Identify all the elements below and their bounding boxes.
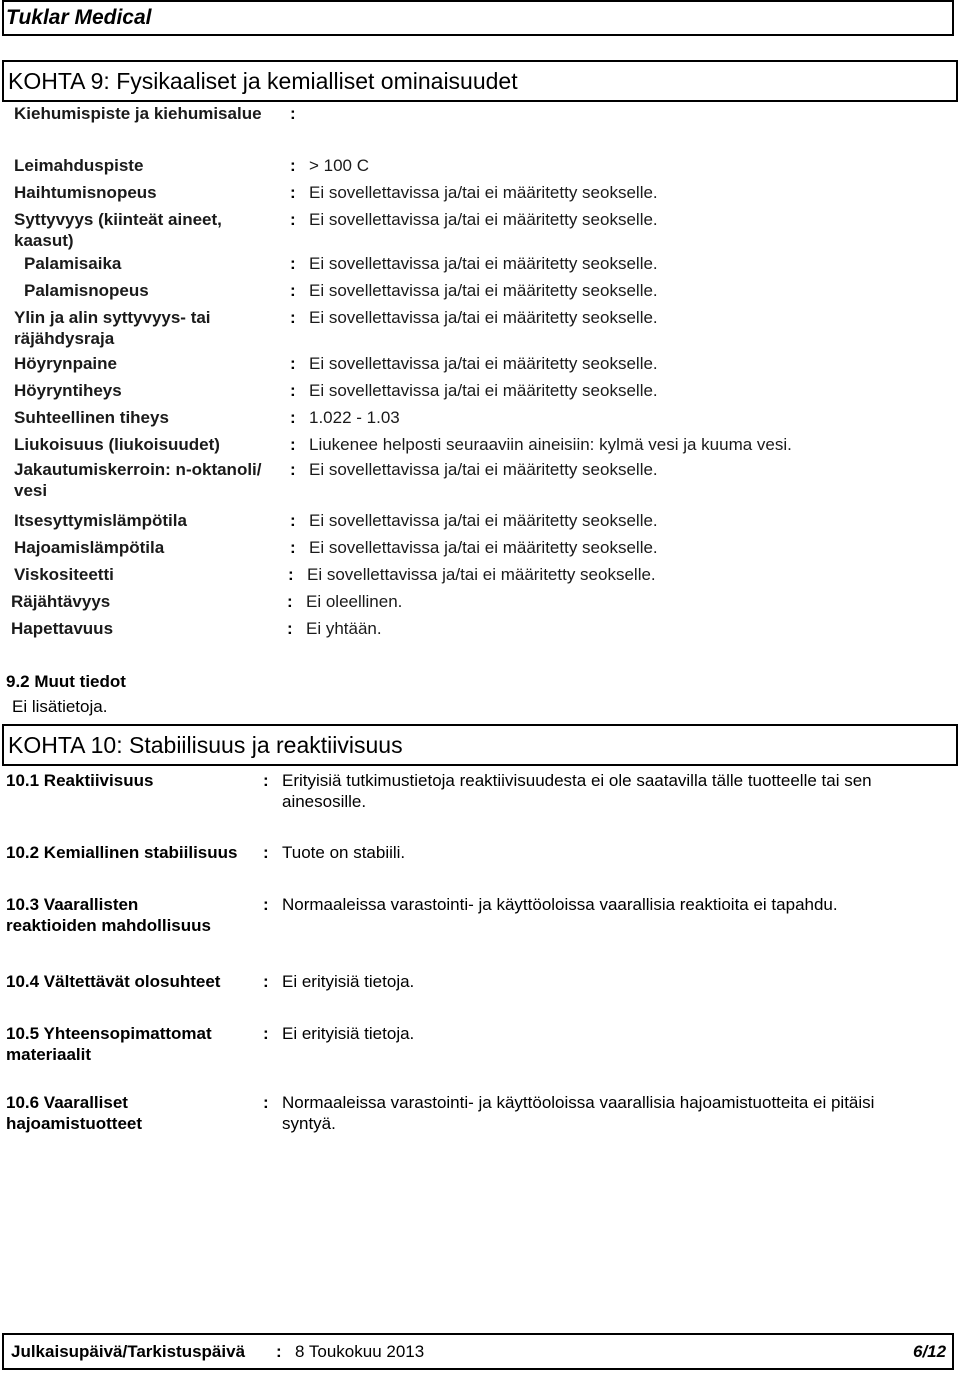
property-label: Suhteellinen tiheys [14,408,169,427]
property-colon: : [290,408,296,427]
property-label: Leimahduspiste [14,156,144,175]
property-label-continued: kaasut) [14,231,74,250]
property-colon: : [290,538,296,557]
property-label-continued: vesi [14,481,48,500]
property-colon: : [290,435,296,454]
property-value: Ei sovellettavissa ja/tai ei määritetty seokselle. [307,565,656,584]
stability-value: Erityisiä tutkimustietoja reaktiivisuudesta ei ole saatavilla tälle tuotteelle tai sen [282,771,872,790]
property-label: Liukoisuus (liukoisuudet) [14,435,220,454]
property-label: Jakautumiskerroin: n-oktanoli/ [14,460,262,479]
stability-label: 10.2 Kemiallinen stabiilisuus [6,843,238,862]
boiling-point-colon: : [290,104,296,123]
stability-label-continued: materiaalit [6,1045,92,1064]
property-colon: : [290,381,296,400]
property-value: Ei oleellinen. [306,592,403,611]
other-info-heading: 9.2 Muut tiedot [6,672,126,691]
stability-colon: : [263,1093,269,1112]
property-label: Haihtumisnopeus [14,183,157,202]
stability-colon: : [263,843,269,862]
property-colon: : [290,354,296,373]
property-colon: : [290,254,296,273]
property-value: Ei sovellettavissa ja/tai ei määritetty seokselle. [309,354,658,373]
property-colon: : [290,210,296,229]
property-value: Ei yhtään. [306,619,382,638]
property-label: Höyryntiheys [14,381,122,400]
stability-label: 10.3 Vaarallisten [6,895,139,914]
stability-value: Normaaleissa varastointi- ja käyttöoloissa vaarallisia hajoamistuotteita ei pitäisi [282,1093,875,1112]
property-value: Ei sovellettavissa ja/tai ei määritetty seokselle. [309,460,658,479]
stability-value: Ei erityisiä tietoja. [282,972,415,991]
property-colon: : [290,156,296,175]
property-colon: : [290,511,296,530]
property-label: Palamisaika [24,254,122,273]
property-value: Ei sovellettavissa ja/tai ei määritetty seokselle. [309,511,658,530]
stability-label: 10.6 Vaaralliset [6,1093,128,1112]
property-label: Höyrynpaine [14,354,117,373]
stability-colon: : [263,972,269,991]
stability-value: Normaaleissa varastointi- ja käyttöoloissa vaarallisia reaktioita ei tapahdu. [282,895,838,914]
property-colon: : [290,281,296,300]
stability-value: Tuote on stabiili. [282,843,406,862]
property-value: Ei sovellettavissa ja/tai ei määritetty seokselle. [309,281,658,300]
boiling-point-label: Kiehumispiste ja kiehumisalue [14,104,262,123]
property-label: Itsesyttymislämpötila [14,511,187,530]
property-label: Viskositeetti [14,565,114,584]
stability-label-continued: reaktioiden mahdollisuus [6,916,211,935]
property-value: 1.022 - 1.03 [309,408,400,427]
property-label: Palamisnopeus [24,281,149,300]
stability-colon: : [263,1024,269,1043]
property-label: Hajoamislämpötila [14,538,165,557]
stability-colon: : [263,771,269,790]
stability-colon: : [263,895,269,914]
property-value: Ei sovellettavissa ja/tai ei määritetty seokselle. [309,254,658,273]
stability-label: 10.4 Vältettävät olosuhteet [6,972,221,991]
property-colon: : [290,308,296,327]
property-value: Ei sovellettavissa ja/tai ei määritetty seokselle. [309,538,658,557]
property-label-continued: räjähdysraja [14,329,115,348]
property-colon: : [287,619,293,638]
property-colon: : [287,592,293,611]
stability-label: 10.5 Yhteensopimattomat [6,1024,212,1043]
stability-value-continued: syntyä. [282,1114,336,1133]
issue-date-colon: : [276,1342,282,1361]
stability-value: Ei erityisiä tietoja. [282,1024,415,1043]
property-value: Ei sovellettavissa ja/tai ei määritetty seokselle. [309,308,658,327]
stability-label-continued: hajoamistuotteet [6,1114,143,1133]
property-colon: : [290,183,296,202]
page-number: 6/12 [913,1342,947,1361]
section-9-title: KOHTA 9: Fysikaaliset ja kemialliset ominaisuudet [8,68,518,94]
section-10-title: KOHTA 10: Stabiilisuus ja reaktiivisuus [8,732,403,758]
stability-value-continued: ainesosille. [282,792,367,811]
property-value: Ei sovellettavissa ja/tai ei määritetty seokselle. [309,183,658,202]
property-colon: : [290,460,296,479]
property-value: Ei sovellettavissa ja/tai ei määritetty seokselle. [309,381,658,400]
stability-label: 10.1 Reaktiivisuus [6,771,154,790]
property-value: Ei sovellettavissa ja/tai ei määritetty seokselle. [309,210,658,229]
property-value: Liukenee helposti seuraaviin aineisiin: kylmä vesi ja kuuma vesi. [309,435,792,454]
issue-date-value: 8 Toukokuu 2013 [295,1342,425,1361]
property-label: Syttyvyys (kiinteät aineet, [14,210,222,229]
brand-name: Tuklar Medical [6,6,152,29]
property-label: Hapettavuus [11,619,114,638]
other-info-text: Ei lisätietoja. [12,697,108,716]
property-colon: : [288,565,294,584]
property-label: Räjähtävyys [11,592,111,611]
property-label: Ylin ja alin syttyvyys- tai [14,308,211,327]
property-value: > 100 C [309,156,370,175]
issue-date-label: Julkaisupäivä/Tarkistuspäivä [11,1342,246,1361]
